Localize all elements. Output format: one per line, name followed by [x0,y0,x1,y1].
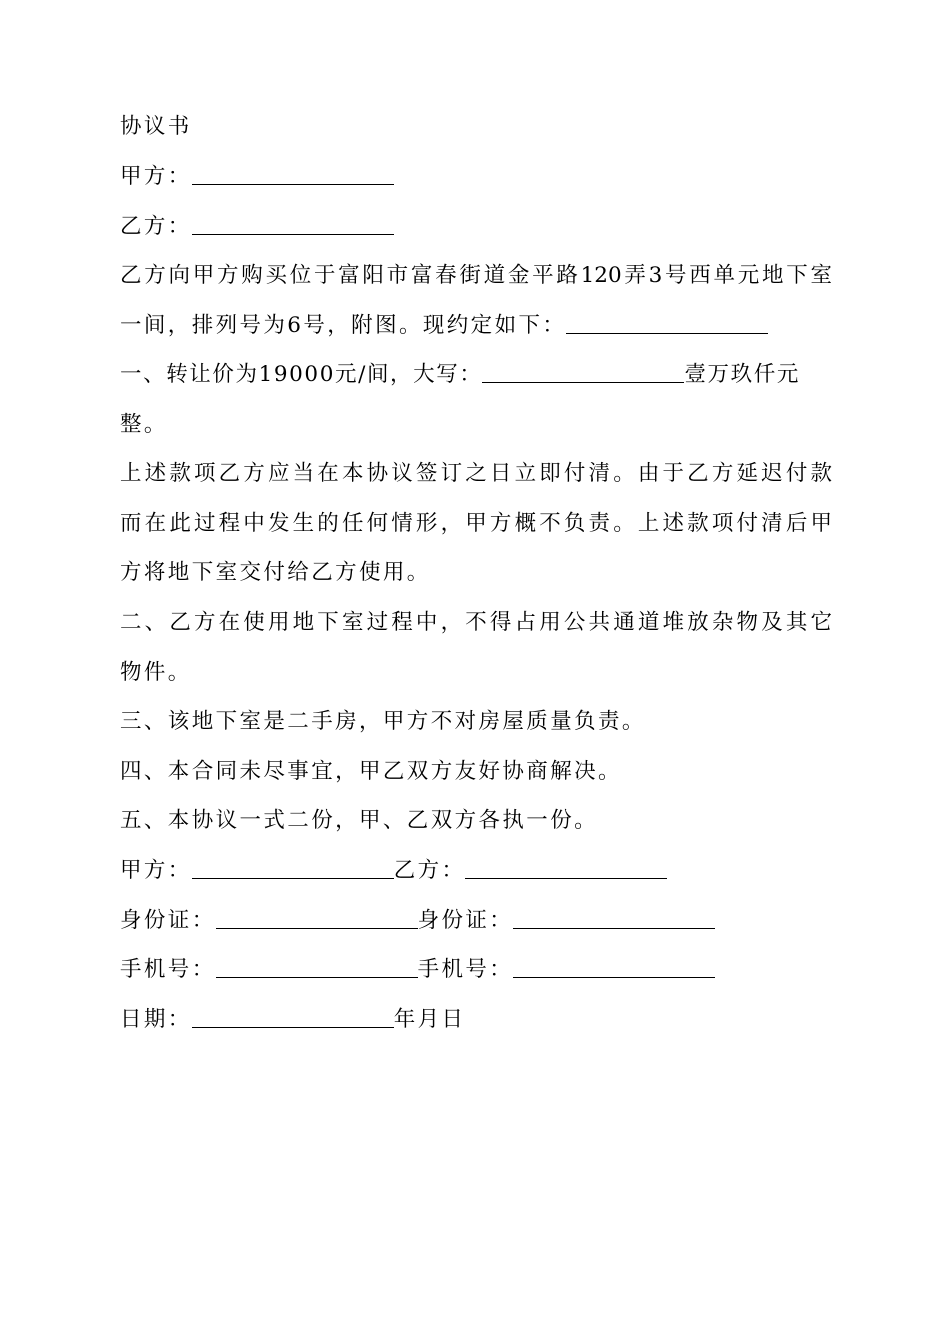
date-suffix: 年月日 [393,1007,466,1032]
agreement-blank [566,313,768,334]
date-line [120,1005,832,1035]
clause1-price-text: 一、转让价为19000元/间，大写： [120,362,483,387]
party-a-line [120,162,832,192]
clause3: 三、该地下室是二手房，甲方不对房屋质量负责。 [120,709,646,734]
sign-a-label: 甲方： [120,858,192,883]
sign-b-label: 乙方： [393,858,466,883]
id-a-label: 身份证： [120,908,216,933]
phone-a-blank [216,957,418,978]
party-b-label: 乙方： [120,214,192,239]
clause2-line1: 二、乙方在使用地下室过程中，不得占用公共通道堆放杂物及其它 [120,610,832,635]
phone-b-label: 手机号： [417,957,514,982]
id-b-blank [513,908,715,929]
party-b-line [120,212,832,242]
clause1-line2: 整。 [120,412,168,437]
date-blank [192,1007,394,1028]
party-a-blank [192,164,394,185]
signature-line [120,856,832,886]
para2-line3: 方将地下室交付给乙方使用。 [120,560,431,585]
id-line [120,906,832,936]
clause4: 四、本合同未尽事宜，甲乙双方友好协商解决。 [120,759,622,784]
sign-b-blank [465,858,667,879]
document-title: 协议书 [120,114,192,139]
para1-line2 [120,311,832,341]
clause1-line1 [120,360,832,390]
id-a-blank [216,908,418,929]
para1-line1: 乙方向甲方购买位于富阳市富春街道金平路120弄3号西单元地下室 [120,263,832,288]
para2-line2: 而在此过程中发生的任何情形，甲方概不负责。上述款项付清后甲 [120,511,832,536]
id-b-label: 身份证： [417,908,514,933]
para1-line2-text: 一间，排列号为6号，附图。现约定如下： [120,313,567,338]
clause5: 五、本协议一式二份，甲、乙双方各执一份。 [120,808,599,833]
party-a-label: 甲方： [120,164,192,189]
party-b-blank [192,214,394,235]
para2-line1: 上述款项乙方应当在本协议签订之日立即付清。由于乙方延迟付款 [120,461,832,486]
phone-line [120,955,832,985]
date-label: 日期： [120,1007,192,1032]
clause1-amount-words: 壹万玖仟元 [684,362,800,387]
phone-b-blank [513,957,715,978]
clause2-line2: 物件。 [120,660,192,685]
phone-a-label: 手机号： [120,957,216,982]
sign-a-blank [192,858,394,879]
price-in-words-blank [482,362,684,383]
